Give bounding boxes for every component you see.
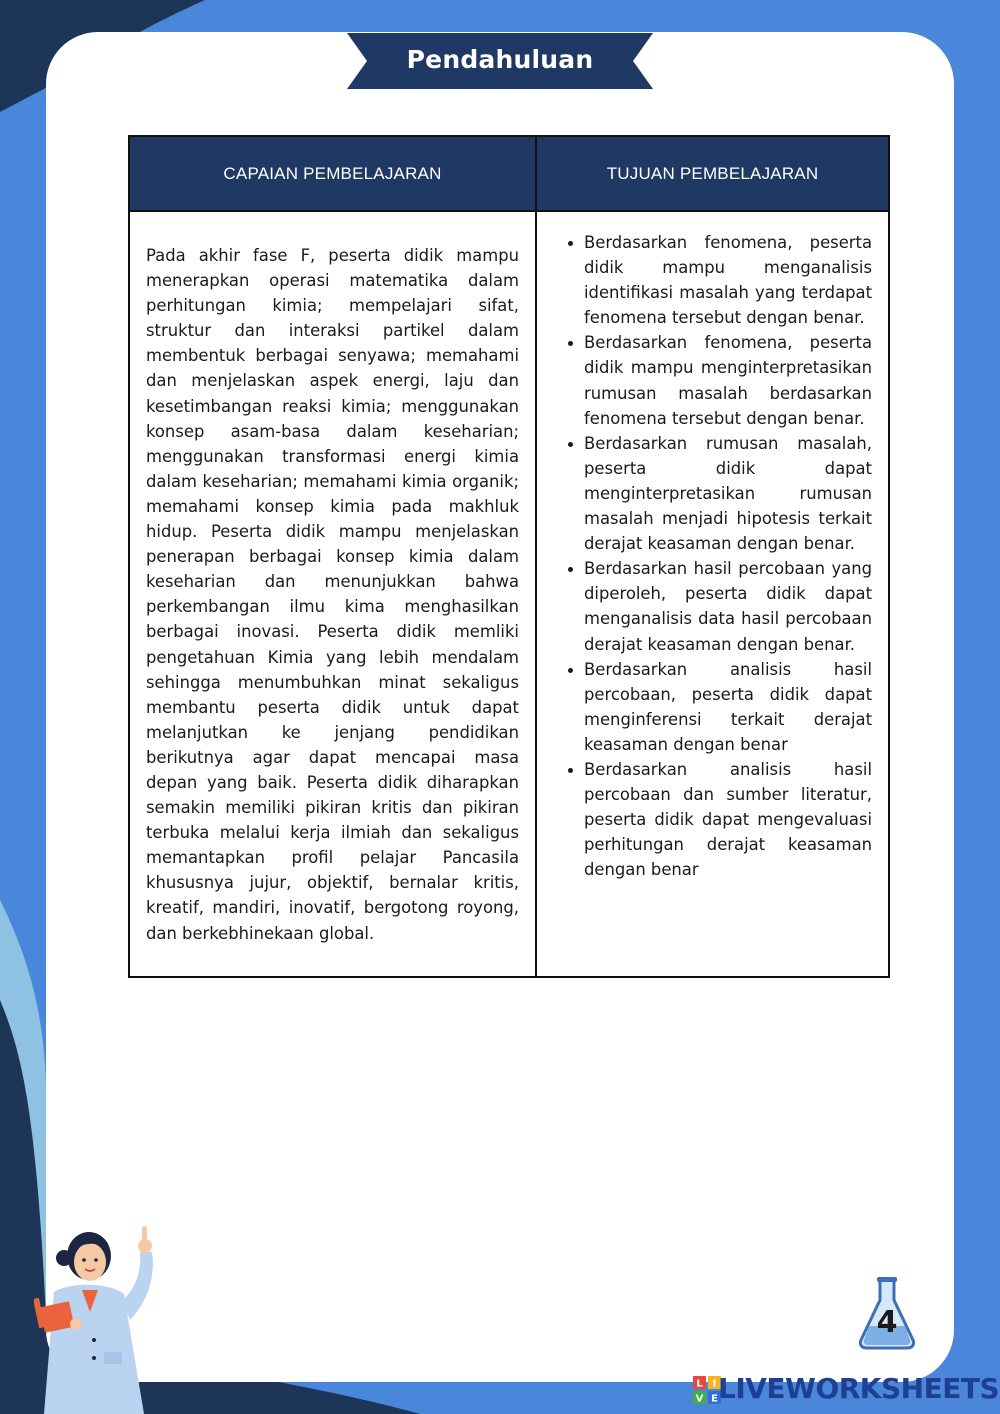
learning-table [128,135,890,978]
tujuan-item: • Berdasarkan rumusan masalah, peserta didik dapat menginterpretasikan rumusan masalah menjadi hipotesis terkait derajat keasaman dengan benar. [584,431,872,556]
page-title: Pendahuluan [406,44,594,74]
watermark: LIVEWORKSHEETS [718,1372,1000,1405]
page-number: 4 [876,1305,898,1340]
capaian-cell: Pada akhir fase F, peserta didik mampu menerapkan operasi matematika dalam perhitungan kimia; mempelajari sifat, struktur dan interaksi partikel dalam membentuk berbagai senyawa; memahami dan menjelaskan aspek energi, laju dan kesetimbangan reaksi kimia; menggunakan konsep asam-basa dalam keseharian; menggunakan transformasi energi kimia dalam keseharian; memahami kimia organik; memahami konsep kimia pada makhluk hidup. Peserta didik mampu menjelaskan penerapan berbagai konsep kimia dalam keseharian dan menunjukkan bahwa perkembangan ilmu kima menghasilkan berbagai inovasi. Peserta didik memliki pengetahuan Kimia yang lebih mendalam sehingga menumbuhkan minat sekaligus membantu peserta didik untuk dapat melanjutkan ke jenjang pendidikan berikutnya agar dapat mencapai masa depan yang baik. Peserta didik diharapkan semakin memiliki pikiran kritis dan pikiran terbuka melalui kerja ilmiah dan sekaligus memantapkan profil pelajar Pancasila khususnya jujur, objektif, bernalar kritis, kreatif, mandiri, inovatif, bergotong royong, dan berkebhinekaan global. [129,211,536,977]
tujuan-list [553,230,872,882]
tujuan-item: • Berdasarkan fenomena, peserta didik mampu menginterpretasikan rumusan masalah berdasarkan fenomena tersebut dengan benar. [584,330,872,430]
column-header-capaian: CAPAIAN PEMBELAJARAN [129,136,536,211]
table-header-row [129,136,889,211]
logo-letter-l: L [696,1378,703,1390]
tujuan-item: • Berdasarkan fenomena, peserta didik mampu menganalisis identifikasi masalah yang terdapat fenomena tersebut dengan benar. [584,230,872,330]
logo-letter-i: I [712,1378,717,1390]
column-header-tujuan: TUJUAN PEMBELAJARAN [536,136,889,211]
logo-letter-v: V [695,1393,704,1404]
teacher-illustration [34,1212,168,1414]
liveworksheets-logo-icon [693,1376,721,1404]
table-row [129,211,889,977]
logo-letter-e: E [711,1393,718,1404]
tujuan-item: • Berdasarkan analisis hasil percobaan dan sumber literatur, peserta didik dapat mengevaluasi perhitungan derajat keasaman dengan benar [584,757,872,882]
tujuan-item: • Berdasarkan hasil percobaan yang diperoleh, peserta didik dapat menganalisis data hasil percobaan derajat keasaman dengan benar. [584,556,872,656]
tujuan-item: • Berdasarkan analisis hasil percobaan, peserta didik dapat menginferensi terkait derajat keasaman dengan benar [584,657,872,757]
title-ribbon [347,33,653,89]
tujuan-cell [536,211,889,977]
